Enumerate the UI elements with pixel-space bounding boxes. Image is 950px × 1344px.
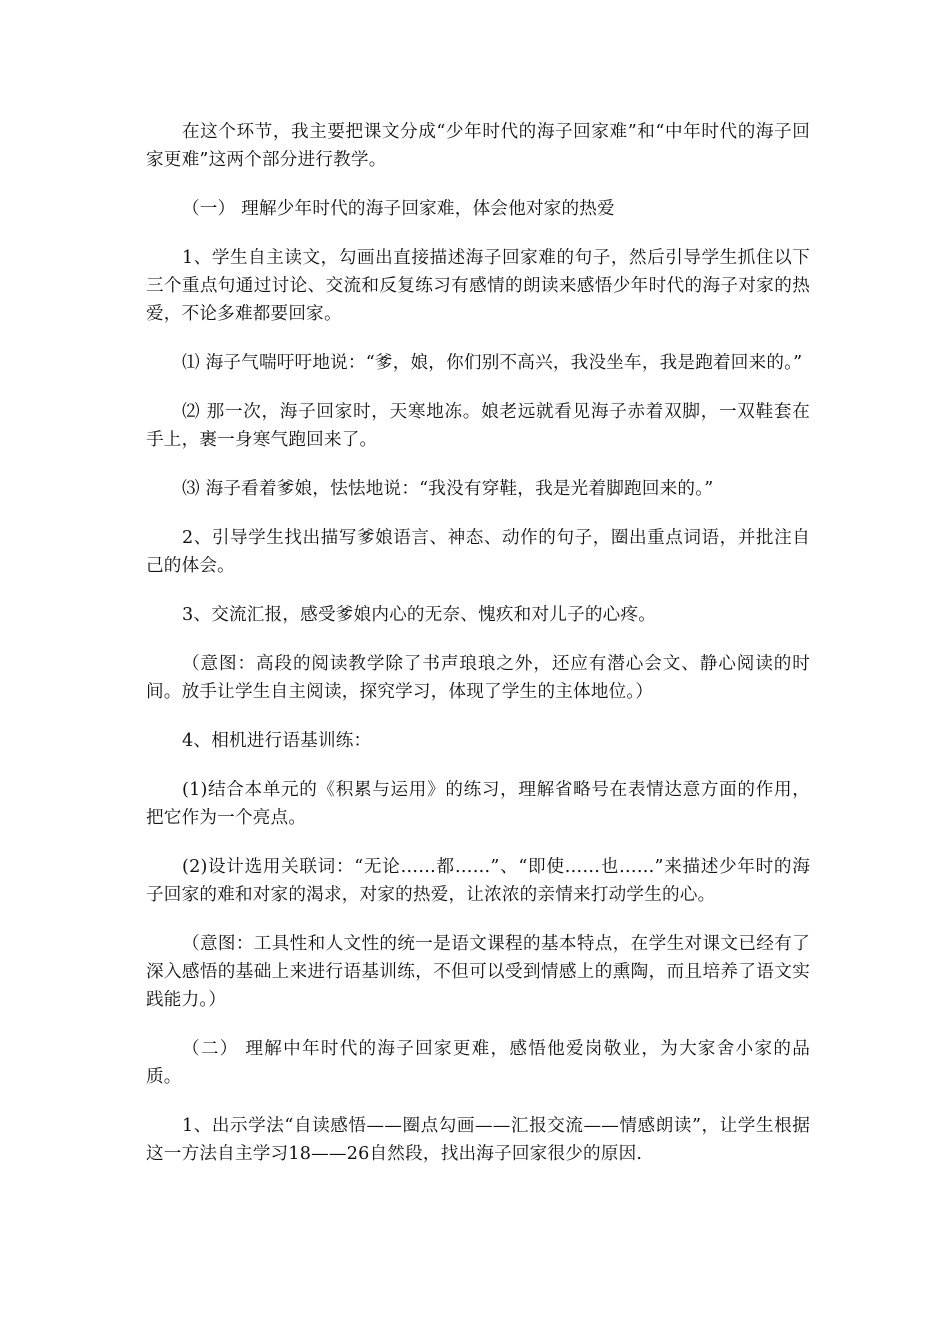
paragraph-intent-2: （意图：工具性和人文性的统一是语文课程的基本特点，在学生对课文已经有了深入感悟的基础上来进行语基训练，不但可以受到情感上的熏陶，而且培养了语文实践能力。） xyxy=(146,934,810,1010)
paragraph-sub-2: (2)设计选用关联词：“无论……都……”、“即使……也……”来描述少年时的海子回家的难和对家的渴求，对家的热爱，让浓浓的亲情来打动学生的心。 xyxy=(146,857,810,905)
paragraph-sub-1: (1)结合本单元的《积累与运用》的练习，理解省略号在表情达意方面的作用，把它作为一个亮点。 xyxy=(146,780,810,828)
section-heading-2: （二） 理解中年时代的海子回家更难，感悟他爱岗敬业，为大家舍小家的品质。 xyxy=(146,1039,810,1087)
quote-sentence-1: ⑴ 海子气喘吁吁地说：“爹，娘，你们别不高兴，我没坐车，我是跑着回来的。” xyxy=(182,353,803,373)
quote-sentence-3: ⑶ 海子看着爹娘，怯怯地说：“我没有穿鞋，我是光着脚跑回来的。” xyxy=(182,479,714,499)
paragraph-step-3: 3、交流汇报，感受爹娘内心的无奈、愧疚和对儿子的心疼。 xyxy=(182,605,657,625)
paragraph-step-2: 2、引导学生找出描写爹娘语言、神态、动作的句子，圈出重点词语，并批注自己的体会。 xyxy=(146,528,810,576)
document-body xyxy=(146,118,810,1189)
paragraph-step-1: 1、学生自主读文，勾画出直接描述海子回家难的句子，然后引导学生抓住以下三个重点句通过讨论、交流和反复练习有感情的朗读来感悟少年时代的海子对家的热爱，不论多难都要回家。 xyxy=(146,248,810,324)
section-heading-1: （一） 理解少年时代的海子回家难，体会他对家的热爱 xyxy=(182,199,615,219)
paragraph-intro: 在这个环节，我主要把课文分成“少年时代的海子回家难”和“中年时代的海子回家更难”这两个部分进行教学。 xyxy=(146,122,810,170)
paragraph-intent-1: （意图：高段的阅读教学除了书声琅琅之外，还应有潜心会文、静心阅读的时间。放手让学生自主阅读，探究学习，体现了学生的主体地位。） xyxy=(146,654,810,702)
paragraph-step-5: 1、出示学法“自读感悟——圈点勾画——汇报交流——情感朗读”，让学生根据这一方法自主学习18——26自然段，找出海子回家很少的原因. xyxy=(146,1116,810,1164)
quote-sentence-2: ⑵ 那一次，海子回家时，天寒地冻。娘老远就看见海子赤着双脚，一双鞋套在手上，裹一身寒气跑回来了。 xyxy=(146,402,810,450)
paragraph-step-4: 4、相机进行语基训练： xyxy=(182,731,372,751)
